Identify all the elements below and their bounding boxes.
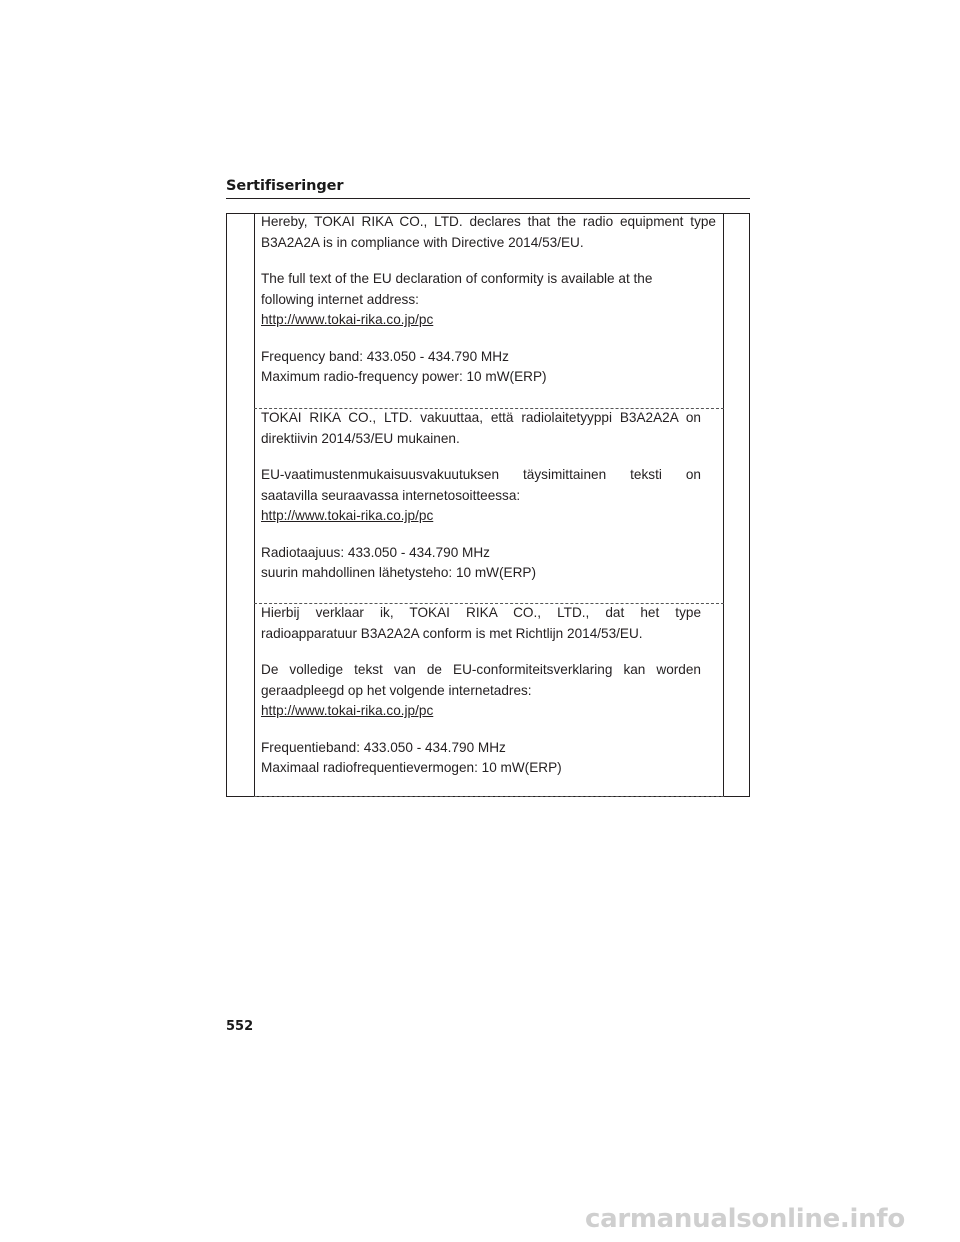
max-power: suurin mahdollinen lähetysteho: 10 mW(ERP)	[261, 565, 537, 580]
frequency-band: Frequentieband: 433.050 - 434.790 MHz	[261, 739, 506, 755]
frequency-band: Radiotaajuus: 433.050 - 434.790 MHz	[261, 544, 490, 560]
declaration-block-en	[261, 212, 716, 388]
declaration-line: Hereby, TOKAI RIKA CO., LTD. declares that the radio equipment type	[261, 214, 716, 229]
info-line: EU-vaatimustenmukaisuusvakuutuksen täysimittainen teksti on	[261, 467, 701, 482]
declaration-line: B3A2A2A is in compliance with Directive 2014/53/EU.	[261, 234, 584, 250]
page-number: 552	[226, 1019, 254, 1034]
info-line: The full text of the EU declaration of conformity is available at the	[261, 271, 653, 286]
info-line: following internet address:	[261, 291, 419, 307]
title-rule	[226, 198, 750, 199]
declaration-line: direktiivin 2014/53/EU mukainen.	[261, 430, 460, 446]
declaration-line: radioapparatuur B3A2A2A conform is met Richtlijn 2014/53/EU.	[261, 625, 643, 641]
info-line: saatavilla seuraavassa internetosoitteessa:	[261, 487, 521, 503]
declaration-url-link[interactable]: http://www.tokai-rika.co.jp/pc	[261, 508, 434, 523]
info-line: De volledige tekst van de EU-conformiteitsverklaring kan worden	[261, 662, 701, 677]
info-line: geraadpleegd op het volgende internetadres:	[261, 682, 532, 698]
max-power: Maximum radio-frequency power: 10 mW(ERP)	[261, 369, 547, 384]
declaration-url-link[interactable]: http://www.tokai-rika.co.jp/pc	[261, 703, 434, 718]
declaration-line: Hierbij verklaar ik, TOKAI RIKA CO., LTD., dat het type	[261, 605, 701, 620]
declaration-url-link[interactable]: http://www.tokai-rika.co.jp/pc	[261, 312, 434, 327]
frequency-band: Frequency band: 433.050 - 434.790 MHz	[261, 348, 509, 364]
declaration-block-fi	[261, 408, 716, 584]
declaration-block-nl	[261, 603, 716, 779]
declaration-line: TOKAI RIKA CO., LTD. vakuuttaa, että radiolaitetyyppi B3A2A2A on	[261, 410, 701, 425]
block-separator	[254, 796, 724, 797]
section-title: Sertifiseringer	[226, 178, 344, 194]
watermark: carmanualsonline.info	[585, 1204, 905, 1234]
max-power: Maximaal radiofrequentievermogen: 10 mW(ERP)	[261, 760, 562, 775]
